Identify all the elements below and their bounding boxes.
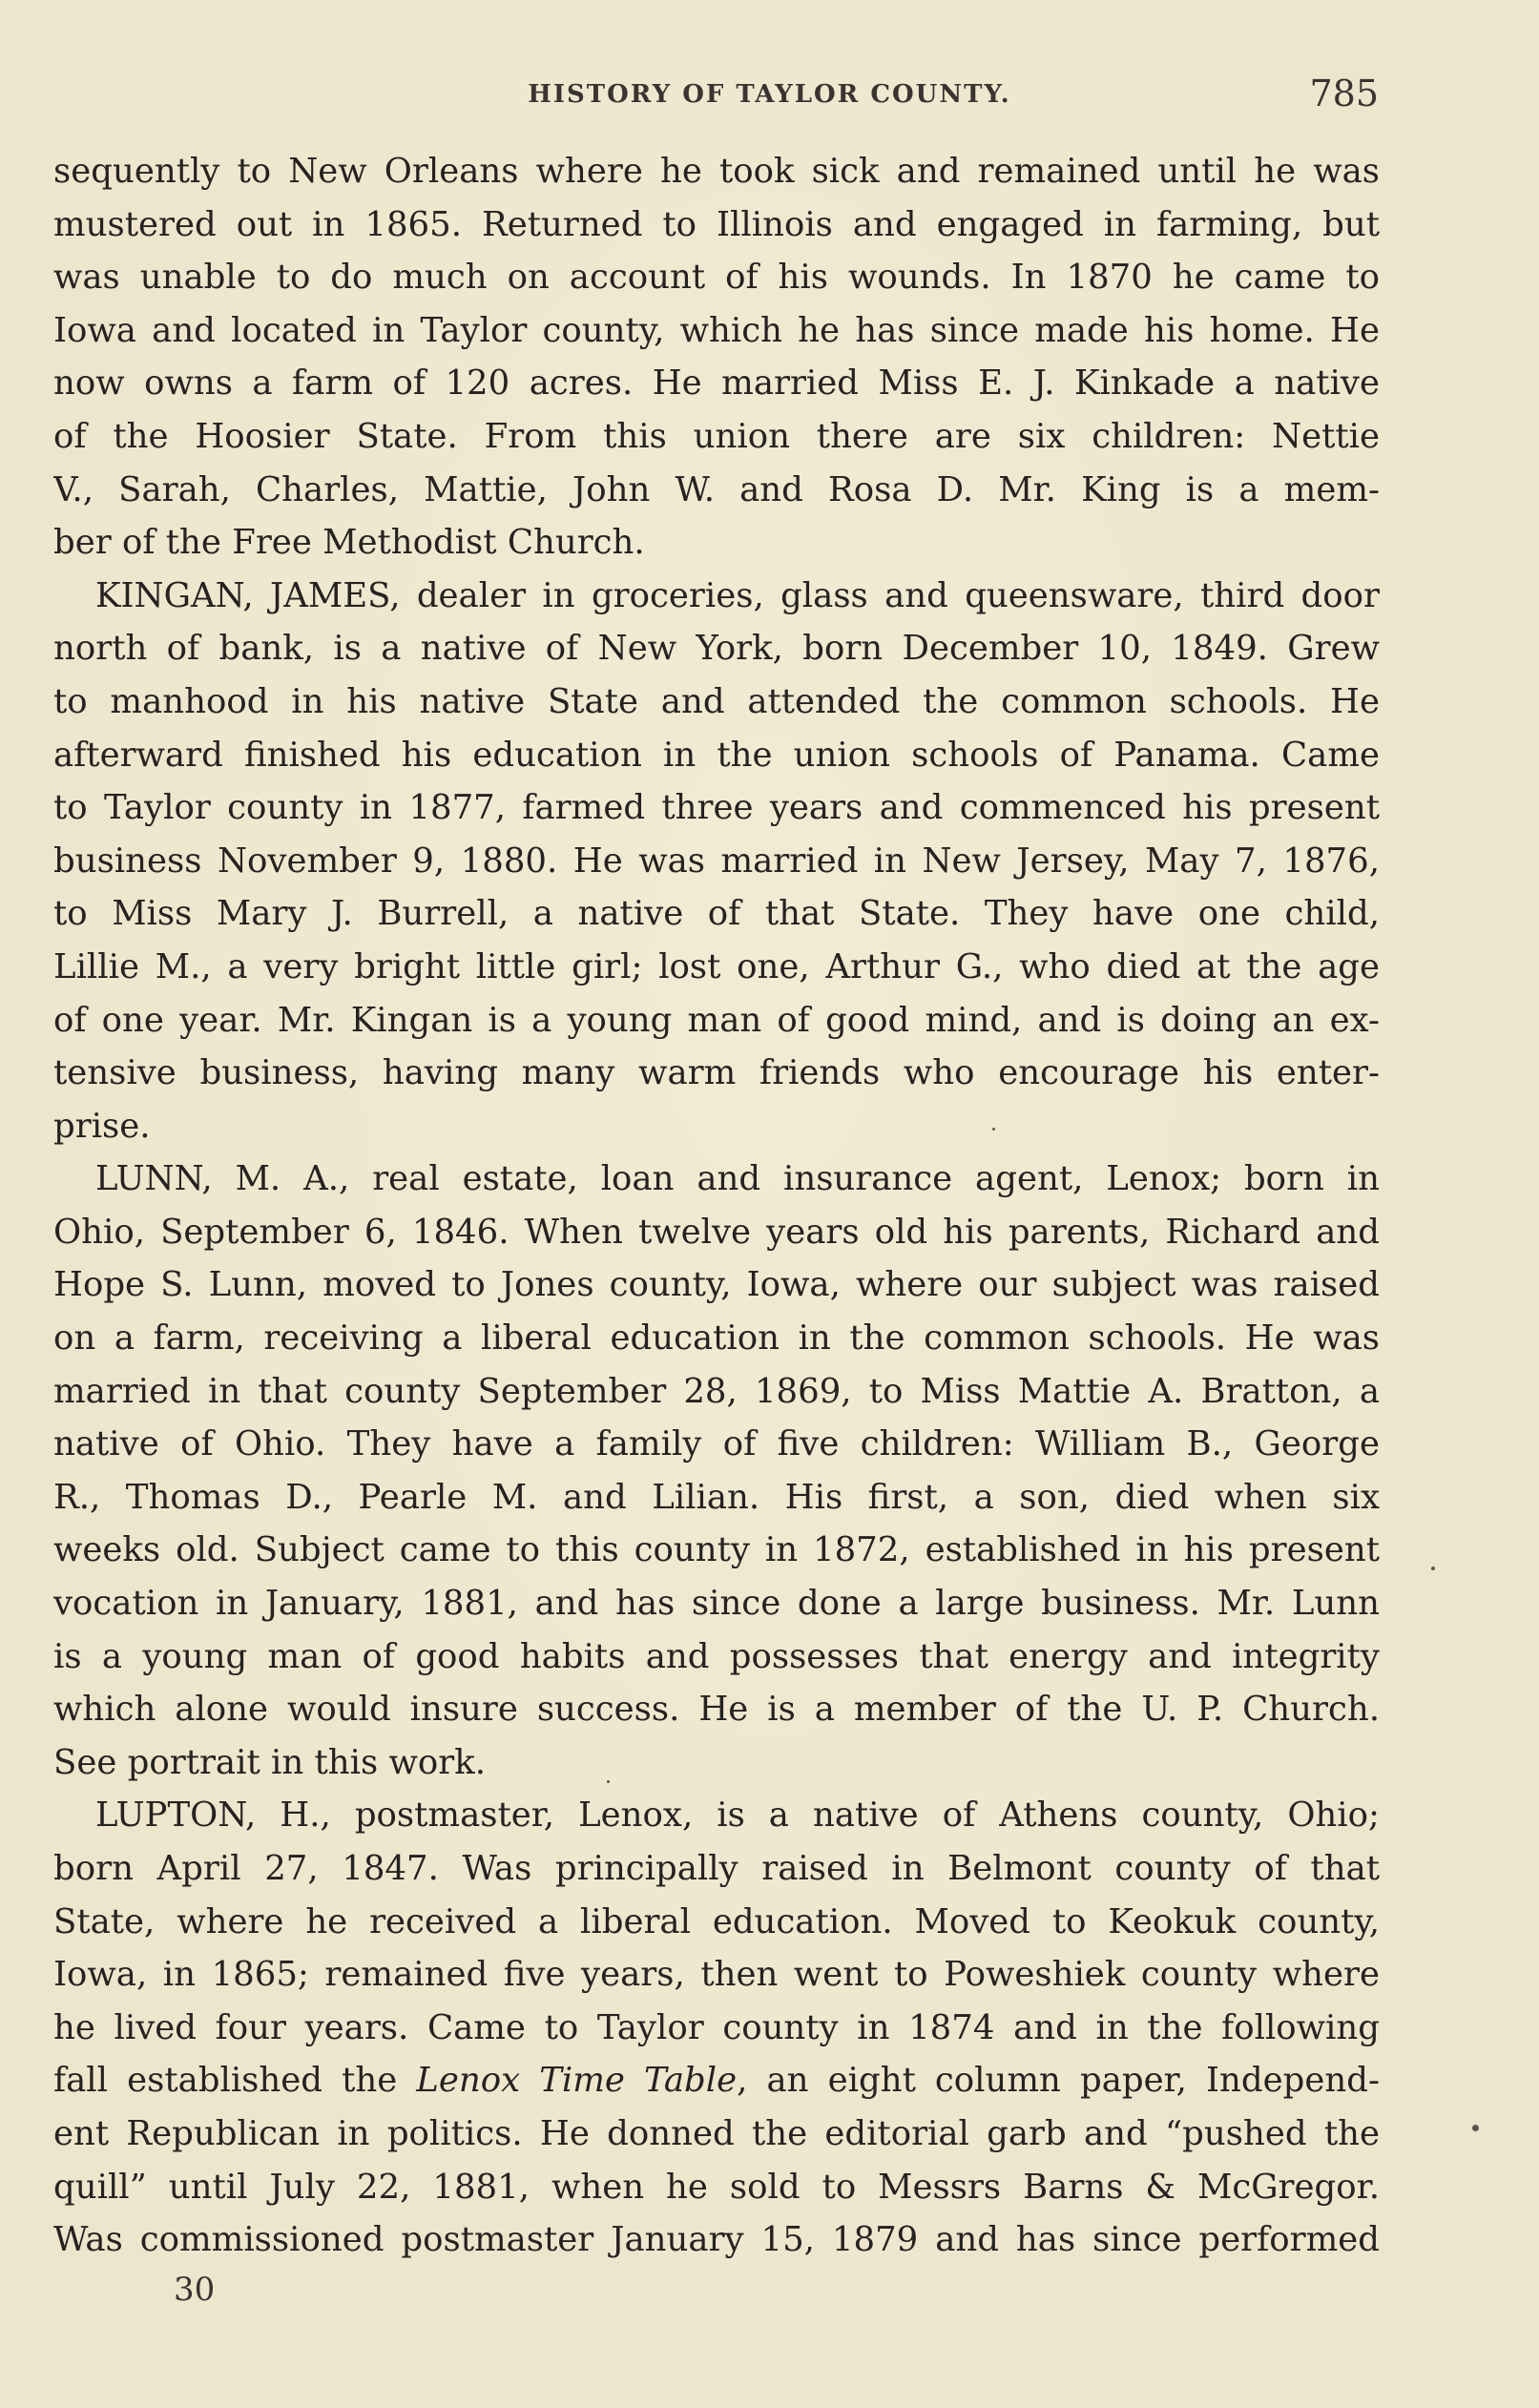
text-line: to Taylor county in 1877, farmed three years and commenced his present [53,788,1380,828]
running-title: HISTORY OF TAYLOR COUNTY. [528,80,1011,109]
text-line: sequently to New Orleans where he took sick and remained until he was [53,152,1380,191]
text-line: V., Sarah, Charles, Mattie, John W. and Rosa D. Mr. King is a mem- [53,469,1380,509]
text-line: he lived four years. Came to Taylor county in 1874 and in the following [53,2007,1380,2047]
ink-speck [607,1780,610,1783]
text-line: business November 9, 1880. He was married in New Jersey, May 7, 1876, [53,841,1380,881]
text-line: mustered out in 1865. Returned to Illinois and engaged in farming, but [53,204,1380,244]
page-header [0,73,1539,130]
text-line: ent Republican in politics. He donned the editorial garb and “pushed the [53,2113,1380,2153]
text-line: Lillie M., a very bright little girl; lost one, Arthur G., who died at the age [53,946,1380,986]
text-line: weeks old. Subject came to this county in 1872, established in his present [53,1530,1380,1570]
entry-first-line-lunn: LUNN, M. A., real estate, loan and insurance agent, Lenox; born in [95,1159,1380,1199]
text-line: to manhood in his native State and attended the common schools. He [53,681,1380,721]
text-line: born April 27, 1847. Was principally raised in Belmont county of that [53,1849,1380,1888]
text-line: See portrait in this work. [53,1742,487,1782]
text-line: of the Hoosier State. From this union there are six children: Nettie [53,416,1380,456]
ink-speck [992,1128,995,1131]
text-line: is a young man of good habits and possesses that energy and integrity [53,1636,1380,1676]
text-line: north of bank, is a native of New York, born December 10, 1849. Grew [53,629,1380,669]
text-line: afterward finished his education in the union schools of Panama. Came [53,735,1380,775]
newspaper-title: Lenox Time Table [416,2061,738,2101]
text-line: was unable to do much on account of his wounds. In 1870 he came to [53,258,1380,298]
text-line: of one year. Mr. Kingan is a young man of good mind, and is doing an ex- [53,1000,1380,1040]
text-line: to Miss Mary J. Burrell, a native of that State. They have one child, [53,894,1380,934]
text-line: married in that county September 28, 1869, to Miss Mattie A. Bratton, a [53,1371,1380,1411]
text-line: Hope S. Lunn, moved to Jones county, Iowa, where our subject was raised [53,1265,1380,1305]
text-line: Iowa, in 1865; remained five years, then went to Poweshiek county where [53,1955,1380,1995]
text-line: tensive business, having many warm friends who encourage his enter- [53,1053,1380,1093]
signature-mark: 30 [174,2271,216,2309]
text-line: prise. [53,1106,151,1146]
text-line: which alone would insure success. He is a member of the U. P. Church. [53,1690,1380,1730]
body-text [53,145,1380,2267]
text-line: quill” until July 22, 1881, when he sold to Messrs Barns & McGregor. [53,2167,1380,2207]
ink-speck [1431,1567,1435,1570]
text-line: vocation in January, 1881, and has since done a large business. Mr. Lunn [53,1584,1380,1624]
text-line: ber of the Free Methodist Church. [53,523,645,563]
text-line: State, where he received a liberal education. Moved to Keokuk county, [53,1901,1380,1941]
text-line: now owns a farm of 120 acres. He married Miss E. J. Kinkade a native [53,363,1380,404]
ink-speck [1472,2125,1479,2131]
entry-first-line-lupton: LUPTON, H., postmaster, Lenox, is a native of Athens county, Ohio; [95,1796,1380,1836]
text-line: Iowa and located in Taylor county, which he has since made his home. He [53,310,1380,350]
text-line: on a farm, receiving a liberal education in the common schools. He was [53,1318,1380,1359]
text-line: Was commissioned postmaster January 15, 1879 and has since performed [53,2220,1380,2260]
page-number: 785 [1309,73,1379,114]
text-line: R., Thomas D., Pearle M. and Lilian. His first, a son, died when six [53,1477,1380,1517]
entry-first-line-kingan: KINGAN, JAMES, dealer in groceries, glass and queensware, third door [95,575,1380,615]
text-line-with-italic-title: fall established the Lenox Time Table, an eight column paper, Independ- [53,2061,1380,2101]
text-line: Ohio, September 6, 1846. When twelve years old his parents, Richard and [53,1212,1380,1252]
text-line: native of Ohio. They have a family of five children: William B., George [53,1424,1380,1464]
